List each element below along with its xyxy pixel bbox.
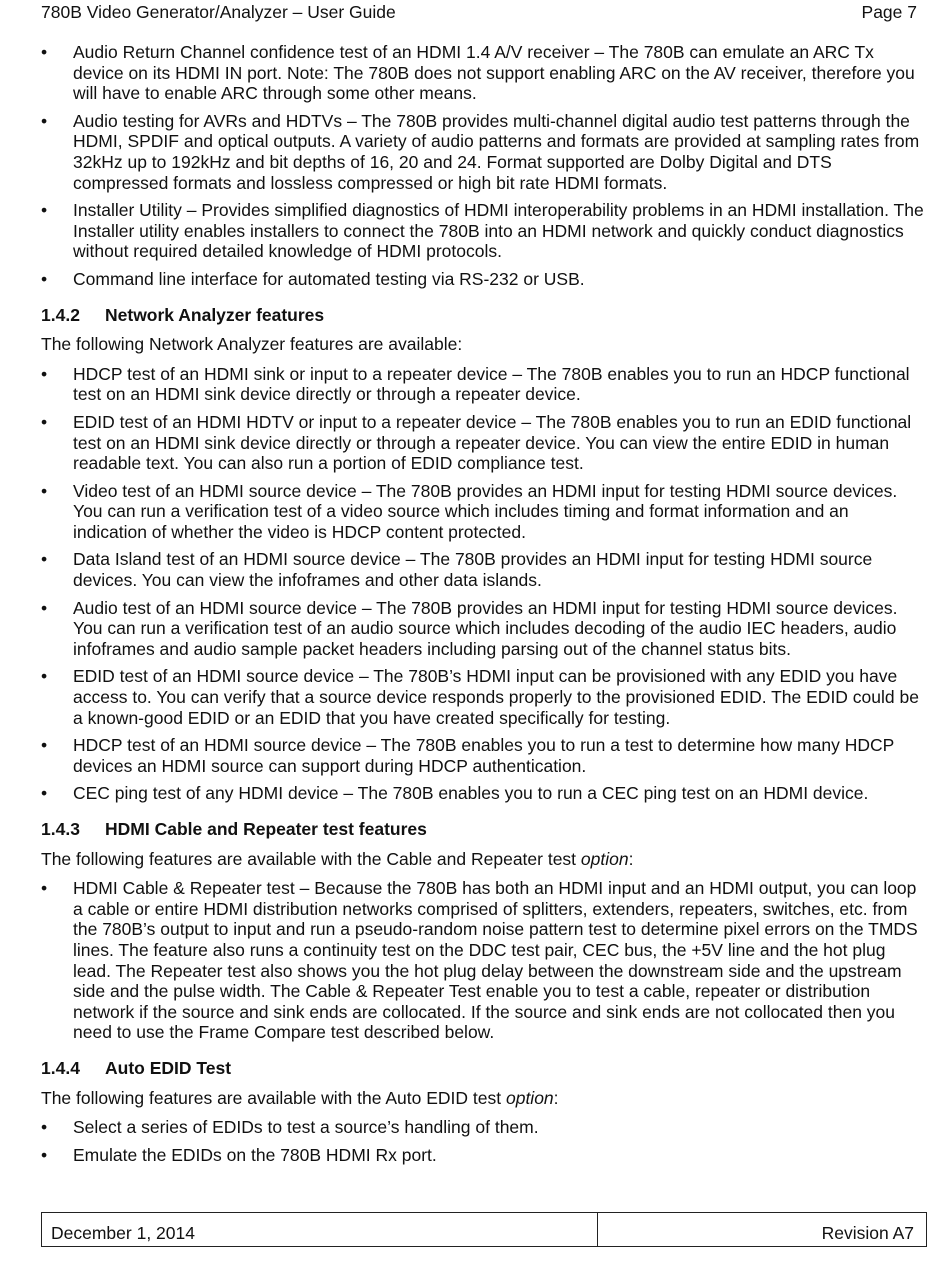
section-intro: The following Network Analyzer features are available: — [41, 334, 463, 355]
section-intro: The following features are available with the Auto EDID test option: — [41, 1087, 559, 1108]
list-item: • Installer Utility – Provides simplified diagnostics of HDMI interoperability problems in an HDMI installation. The Installer utility enables installers to connect the 780B into an HDMI network and quickly conduct diagnostics without required detailed knowledge of HDMI protocols. — [41, 200, 924, 262]
section-bullet-list — [41, 1117, 926, 1165]
section-bullet-list — [41, 364, 926, 804]
section-bullet-list — [41, 878, 926, 1043]
bullet-icon: • — [41, 363, 48, 384]
top-bullet-list — [41, 42, 926, 290]
list-item: • Data Island test of an HDMI source device – The 780B provides an HDMI input for testing HDMI source devices. You can view the infoframes and other data islands. — [41, 549, 873, 591]
section-title: HDMI Cable and Repeater test features — [105, 819, 427, 839]
page-footer — [41, 1212, 927, 1247]
bullet-icon: • — [41, 268, 48, 289]
section-heading — [41, 1058, 926, 1079]
bullet-icon: • — [41, 597, 48, 618]
section-intro: The following features are available with the Cable and Repeater test option: — [41, 848, 634, 869]
document-title: 780B Video Generator/Analyzer – User Guide — [41, 2, 396, 22]
bullet-icon: • — [41, 411, 48, 432]
bullet-icon: • — [41, 110, 48, 131]
list-item: • Command line interface for automated testing via RS-232 or USB. — [41, 268, 585, 289]
list-item: • EDID test of an HDMI source device – The 780B’s HDMI input can be provisioned with any EDID you have access to. You can verify that a source device responds properly to the provisioned EDID. The EDID could be a known-good EDID or an EDID that you have created specifically for testing. — [41, 666, 919, 728]
bullet-icon: • — [41, 1117, 48, 1138]
bullet-icon: • — [41, 549, 48, 570]
section-number: 1.4.2 — [41, 304, 80, 325]
section-heading — [41, 819, 926, 840]
bullet-icon: • — [41, 42, 48, 62]
bullet-icon: • — [41, 480, 48, 501]
footer-date: December 1, 2014 — [42, 1213, 598, 1246]
document-body — [41, 42, 926, 1172]
bullet-icon: • — [41, 666, 48, 687]
list-item: • EDID test of an HDMI HDTV or input to a repeater device – The 780B enables you to run an EDID functional test on an HDMI sink device directly or through a repeater device. You can view the entire EDID in human readable text. You can also run a portion of EDID compliance test. — [41, 411, 912, 474]
list-item: • Audio Return Channel confidence test of an HDMI 1.4 A/V receiver – The 780B can emulate an ARC Tx device on its HDMI IN port. Note: The 780B does not support enabling ARC on the AV receiver, therefore you will have to enable ARC through some other means. — [41, 42, 915, 104]
list-item: • CEC ping test of any HDMI device – The 780B enables you to run a CEC ping test on an HDMI device. — [41, 783, 869, 804]
bullet-icon: • — [41, 783, 48, 804]
bullet-icon: • — [41, 735, 48, 756]
list-item: • Audio testing for AVRs and HDTVs – The 780B provides multi-channel digital audio test patterns through the HDMI, SPDIF and optical outputs. A variety of audio patterns and formats are provided at sampling rates from 32kHz up to 192kHz and bit depths of 16, 20 and 24. Format supported are Dolby Digital and DTS compressed formats and lossless compressed or high bit rate HDMI formats. — [41, 110, 920, 193]
list-item: • HDMI Cable & Repeater test – Because the 780B has both an HDMI input and an HDMI output, you can loop a cable or entire HDMI distribution networks comprised of splitters, extenders, repeaters, switches, etc. from the 780B’s output to input and run a pseudo-random noise pattern test to determine pixel errors on the TMDS lines. The feature also runs a continuity test on the DDC test pair, CEC bus, the +5V line and the hot plug lead. The Repeater test also shows you the hot plug delay between the downstream side and the upstream side and the pulse width. The Cable & Repeater Test enable you to test a cable, repeater or distribution network if the source and sink ends are collocated. If the source and sink ends are not collocated then you need to use the Frame Compare test described below. — [41, 878, 918, 1043]
list-item: • HDCP test of an HDMI source device – The 780B enables you to run a test to determine how many HDCP devices an HDMI source can support during HDCP authentication. — [41, 735, 894, 776]
list-item: • Audio test of an HDMI source device – The 780B provides an HDMI input for testing HDMI source devices. You can run a verification test of an audio source which includes decoding of the audio IEC headers, audio infoframes and audio sample packet headers including parsing out of the channel status bits. — [41, 597, 898, 659]
bullet-icon: • — [41, 200, 48, 221]
section-title: Network Analyzer features — [105, 304, 325, 325]
section-heading — [41, 305, 926, 326]
bullet-icon: • — [41, 878, 48, 899]
footer-revision: Revision A7 — [821, 1223, 914, 1243]
section-title: Auto EDID Test — [105, 1057, 232, 1078]
page-number: Page 7 — [861, 2, 917, 22]
section-number: 1.4.3 — [41, 819, 80, 839]
section-number: 1.4.4 — [41, 1057, 80, 1078]
list-item: • Select a series of EDIDs to test a source’s handling of them. — [41, 1117, 539, 1138]
list-item: • Video test of an HDMI source device – The 780B provides an HDMI input for testing HDMI source devices. You can run a verification test of a video source which includes timing and format information and an indication of whether the video is HDCP content protected. — [41, 480, 898, 542]
list-item: • Emulate the EDIDs on the 780B HDMI Rx port. — [41, 1144, 437, 1165]
list-item: • HDCP test of an HDMI sink or input to a repeater device – The 780B enables you to run an HDCP functional test on an HDMI sink device directly or through a repeater device. — [41, 363, 910, 405]
page-header — [41, 2, 917, 22]
bullet-icon: • — [41, 1144, 48, 1165]
